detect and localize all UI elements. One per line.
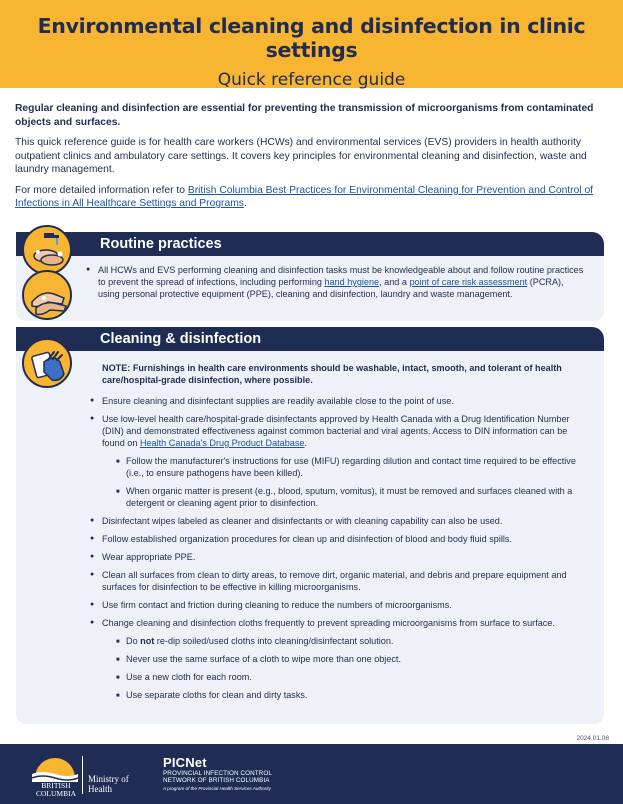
handwashing-icon xyxy=(22,225,72,275)
page-title: Environmental cleaning and disinfection in clinic settings xyxy=(37,14,586,62)
cleaning-disinfection-content xyxy=(90,362,590,707)
list-item: ● Wear appropriate PPE. xyxy=(90,551,590,563)
list-item: ■ Never use the same surface of a cloth to wipe more than one object. xyxy=(116,653,590,665)
intro-section xyxy=(15,102,610,218)
hand-hygiene-link[interactable]: hand hygiene xyxy=(324,277,380,287)
list-item: ● All HCWs and EVS performing cleaning and disinfection tasks must be knowledgeable about and follow routine practices to prevent the spread of infections, including performing hand hygiene, and a point of care risk assessment (PCRA), using personal protective equipment (PPE), cleaning and disinfection, laundry and waste management. xyxy=(86,264,586,300)
list-item: ● Ensure cleaning and disinfectant supplies are readily available close to the point of use. xyxy=(90,395,590,407)
cleaning-disinfection-header xyxy=(16,327,604,351)
pcra-link[interactable]: point of care risk assessment xyxy=(409,277,528,287)
routine-practices-content xyxy=(86,264,586,306)
furnishings-note: NOTE: Furnishings in health care environments should be washable, intact, smooth, and tolerant of health care/hospital-grade disinfection, where possible. xyxy=(102,363,562,385)
routine-practices-title: Routine practices xyxy=(100,236,222,252)
publication-date: 2024.01.08 xyxy=(576,735,609,742)
intro-lead: Regular cleaning and disinfection are essential for preventing the transmission of microorganisms from contaminated objects and surfaces. xyxy=(15,103,594,128)
page-header xyxy=(0,0,623,88)
list-item: ● Disinfectant wipes labeled as cleaner and disinfectants or with cleaning capability can also be used. xyxy=(90,515,590,527)
footer-divider xyxy=(82,756,83,794)
list-item: ■ When organic matter is present (e.g., blood, sputum, vomitus), it must be removed and surfaces cleaned with a detergent or cleaning agent prior to disinfection. xyxy=(116,485,590,509)
page-subtitle: Quick reference guide xyxy=(217,70,406,90)
list-item: ● Use low-level health care/hospital-grade disinfectants approved by Health Canada with a Drug Identification Number (DIN) and demonstrated effectiveness against common bacterial and viral agents. Access to DIN information can be found on Health Canada's Drug Product Database. xyxy=(90,413,590,449)
gloved-hand-wiping-icon xyxy=(22,338,72,388)
intro-reference: For more detailed information refer to British Columbia Best Practices for Environmental Cleaning for Prevention and Control of Infections in All Healthcare Settings and Programs. xyxy=(15,184,594,209)
drug-product-database-link[interactable]: Health Canada's Drug Product Database xyxy=(139,438,305,448)
routine-practices-header xyxy=(16,232,604,256)
intro-paragraph: This quick reference guide is for health care workers (HCWs) and environmental services (EVS) providers in health authority outpatient clinics and ambulatory care settings. It covers key principles for environmental cleaning and disinfection, waste and laundry management. xyxy=(15,137,587,175)
list-item: ■ Use a new cloth for each room. xyxy=(116,671,590,683)
bc-sun-logo-icon xyxy=(30,754,80,782)
ministry-of-health-label: Ministry of Health xyxy=(88,774,129,794)
cleaning-disinfection-title: Cleaning & disinfection xyxy=(100,331,262,347)
hand-sanitizer-icon xyxy=(22,270,72,320)
list-item: ● Change cleaning and disinfection cloths frequently to prevent spreading microorganisms from surface to surface. xyxy=(90,617,590,629)
bc-wordmark: BRITISH COLUMBIA xyxy=(35,781,76,798)
list-item: ■ Use separate cloths for clean and dirty tasks. xyxy=(116,689,590,701)
list-item: ● Use firm contact and friction during cleaning to reduce the numbers of microorganisms. xyxy=(90,599,590,611)
list-item: ■ Follow the manufacturer's instructions for use (MIFU) regarding dilution and contact time required to be effective (i.e., to ensure pathogens have been killed). xyxy=(116,455,590,479)
list-item: ● Follow established organization procedures for clean up and disinfection of blood and body fluid spills. xyxy=(90,533,590,545)
page-footer xyxy=(0,744,623,804)
list-item: ● Clean all surfaces from clean to dirty areas, to remove dirt, organic material, and debris and prepare equipment and surfaces for disinfection to be effective in killing microorganisms. xyxy=(90,569,590,593)
bc-best-practices-link[interactable]: British Columbia Best Practices for Environmental Cleaning for Prevention and Control of Infections in All Healthcare Settings and Programs xyxy=(15,184,594,209)
list-item: ■ Do not re-dip soiled/used cloths into cleaning/disinfectant solution. xyxy=(116,635,590,647)
picnet-logo: PICNet PROVINCIAL INFECTION CONTROL NETWORK OF BRITISH COLUMBIA A program of the Provincial Health Services Authority xyxy=(163,755,272,791)
